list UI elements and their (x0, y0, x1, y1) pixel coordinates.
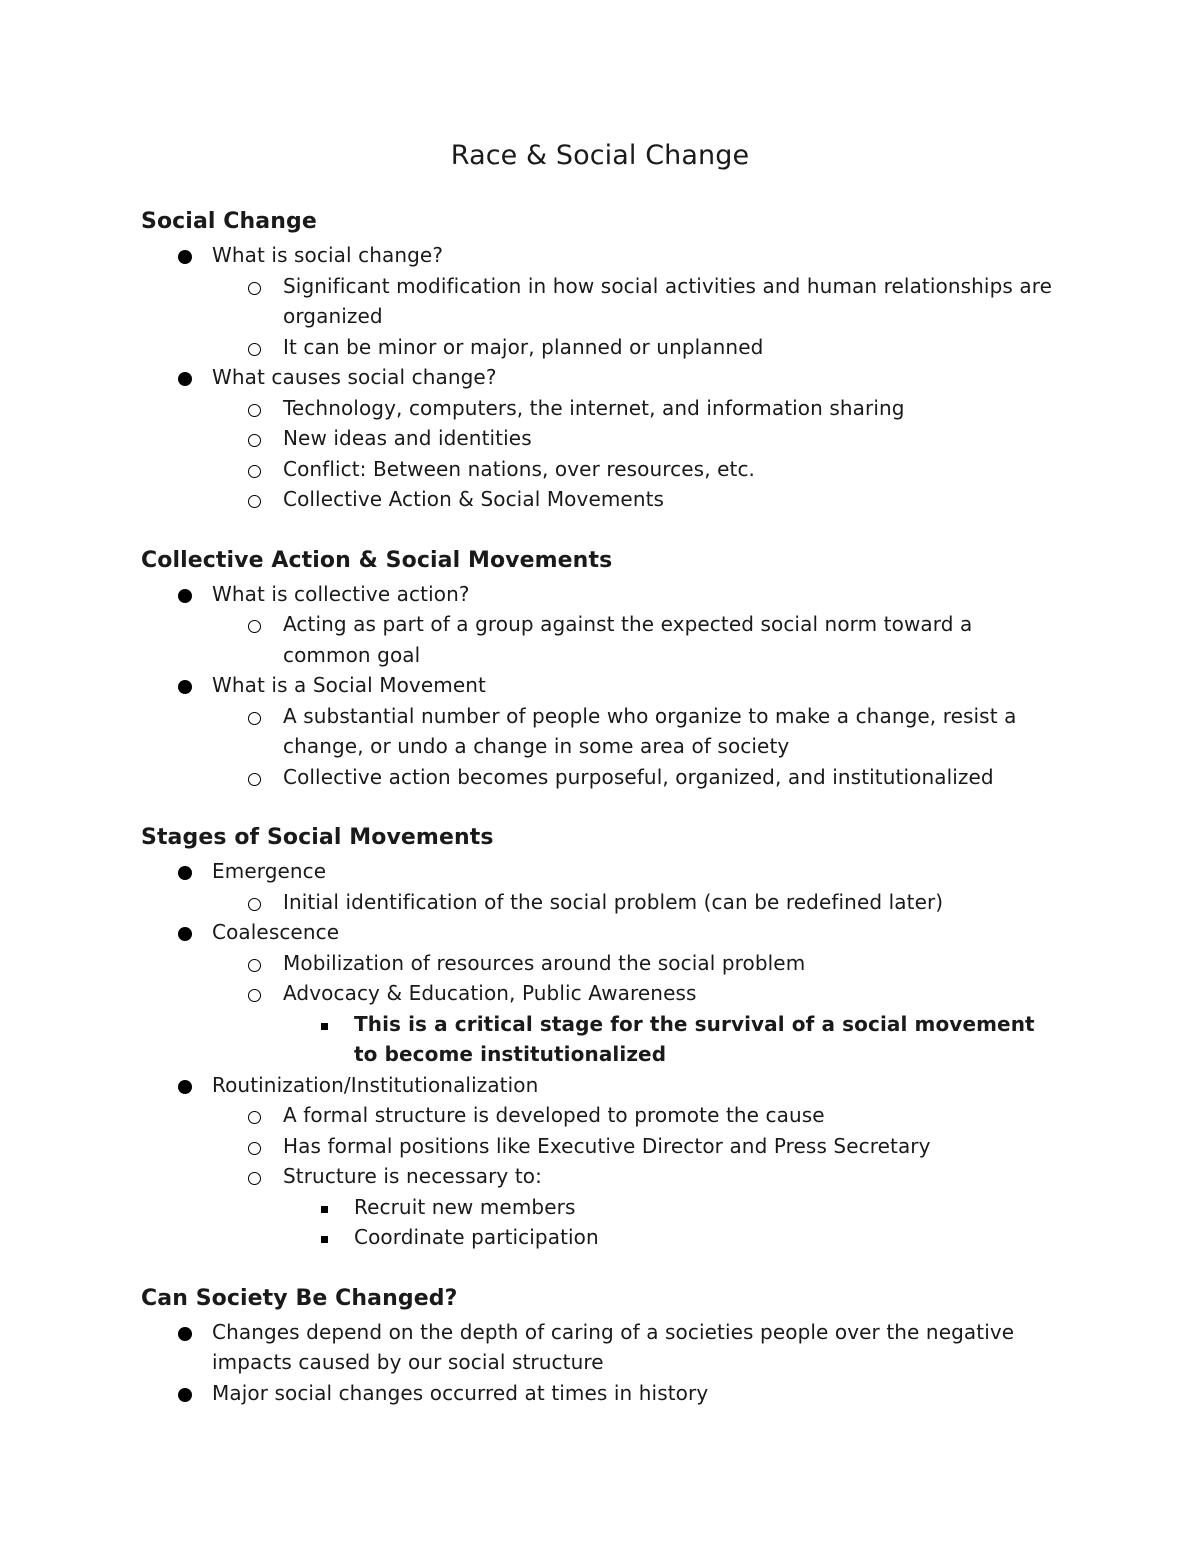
list-item-text: Initial identification of the social problem (can be redefined later) (283, 889, 944, 914)
list-item-text: What causes social change? (212, 365, 497, 389)
hollow-circle-bullet-icon (248, 712, 261, 725)
list-item (212, 948, 1061, 979)
bullet-list-level-3 (212, 1009, 1061, 1070)
list-item-text: It can be minor or major, planned or unplanned (283, 334, 764, 359)
list-item (212, 271, 1061, 332)
section (141, 546, 1061, 793)
list-item (212, 1131, 1061, 1162)
list-item-text: A substantial number of people who organize to make a change, resist a change, or undo a change in some area of society (283, 703, 1017, 758)
hollow-circle-bullet-icon (248, 1142, 261, 1155)
section (141, 823, 1061, 1253)
list-item-text: Coalescence (212, 920, 340, 944)
list-item (141, 856, 1061, 917)
hollow-circle-bullet-icon (248, 343, 261, 356)
list-item (212, 1100, 1061, 1131)
list-item-text: Collective Action & Social Movements (283, 487, 665, 511)
bullet-list-level-3 (212, 1192, 1061, 1253)
list-item (283, 1222, 1061, 1253)
list-item-text: Collective action becomes purposeful, organized, and institutionalized (283, 764, 994, 789)
list-item (212, 332, 1061, 363)
list-item-text: What is collective action? (212, 581, 470, 606)
bullet-list-level-2 (141, 271, 1061, 363)
bullet-list-level-2 (141, 948, 1061, 1070)
bullet-list-level-1 (141, 1317, 1061, 1409)
list-item-text: Mobilization of resources around the social problem (283, 950, 806, 975)
square-bullet-icon (321, 1206, 328, 1213)
list-item-text: Routinization/Institutionalization (212, 1072, 539, 1097)
hollow-circle-bullet-icon (248, 959, 261, 972)
hollow-circle-bullet-icon (248, 1111, 261, 1124)
hollow-circle-bullet-icon (248, 465, 261, 478)
filled-circle-bullet-icon (178, 680, 192, 694)
list-item-text: This is a critical stage for the survival of a social movement to become institutionalized (354, 1011, 1035, 1066)
list-item-text: What is social change? (212, 243, 444, 267)
list-item (141, 670, 1061, 792)
square-bullet-icon (321, 1236, 328, 1243)
list-item-text: Structure is necessary to: (283, 1164, 542, 1188)
list-item-text: Has formal positions like Executive Director and Press Secretary (283, 1133, 931, 1158)
list-item (212, 887, 1061, 918)
bullet-list-level-1 (141, 856, 1061, 1253)
list-item-text: Changes depend on the depth of caring of a societies people over the negative impacts caused by our social structure (212, 1319, 1015, 1374)
hollow-circle-bullet-icon (248, 495, 261, 508)
bullet-list-level-2 (141, 701, 1061, 793)
list-item (141, 1317, 1061, 1378)
bullet-list-level-2 (141, 393, 1061, 515)
filled-circle-bullet-icon (178, 589, 192, 603)
list-item-text: Emergence (212, 859, 327, 883)
list-item-text: Conflict: Between nations, over resources, etc. (283, 456, 756, 481)
list-item (283, 1009, 1061, 1070)
list-item (141, 240, 1061, 362)
section-heading: Stages of Social Movements (141, 825, 494, 850)
bullet-list-level-2 (141, 609, 1061, 670)
hollow-circle-bullet-icon (248, 404, 261, 417)
filled-circle-bullet-icon (178, 372, 192, 386)
section-heading: Social Change (141, 209, 317, 234)
list-item-text: Significant modification in how social activities and human relationships are organized (283, 273, 1052, 328)
section (141, 1284, 1061, 1409)
filled-circle-bullet-icon (178, 866, 192, 880)
bullet-list-level-1 (141, 240, 1061, 515)
list-item-text: What is a Social Movement (212, 673, 486, 697)
list-item (212, 1161, 1061, 1253)
list-item (212, 978, 1061, 1070)
filled-circle-bullet-icon (178, 1327, 192, 1341)
list-item (141, 1070, 1061, 1253)
list-item (141, 1378, 1061, 1409)
list-item-text: New ideas and identities (283, 426, 532, 450)
bullet-list-level-2 (141, 1100, 1061, 1253)
hollow-circle-bullet-icon (248, 434, 261, 447)
filled-circle-bullet-icon (178, 927, 192, 941)
filled-circle-bullet-icon (178, 1388, 192, 1402)
document-title: Race & Social Change (450, 140, 750, 171)
list-item (212, 484, 1061, 515)
filled-circle-bullet-icon (178, 250, 192, 264)
list-item (283, 1192, 1061, 1223)
list-item-text: Recruit new members (354, 1194, 576, 1219)
list-item (212, 423, 1061, 454)
hollow-circle-bullet-icon (248, 773, 261, 786)
bullet-list-level-2 (141, 887, 1061, 918)
section (141, 207, 1061, 515)
list-item-text: Technology, computers, the internet, and information sharing (283, 395, 905, 420)
hollow-circle-bullet-icon (248, 898, 261, 911)
hollow-circle-bullet-icon (248, 620, 261, 633)
list-item-text: Coordinate participation (354, 1225, 599, 1249)
list-item (141, 362, 1061, 515)
list-item-text: A formal structure is developed to promote the cause (283, 1103, 825, 1127)
hollow-circle-bullet-icon (248, 1172, 261, 1185)
hollow-circle-bullet-icon (248, 989, 261, 1002)
bullet-list-level-1 (141, 579, 1061, 793)
list-item-text: Advocacy & Education, Public Awareness (283, 981, 697, 1005)
section-heading: Collective Action & Social Movements (141, 547, 613, 573)
list-item (212, 701, 1061, 762)
square-bullet-icon (321, 1023, 328, 1030)
list-item (141, 917, 1061, 1070)
list-item-text: Acting as part of a group against the expected social norm toward a common goal (283, 612, 973, 667)
list-item (212, 454, 1061, 485)
list-item (141, 579, 1061, 671)
section-heading: Can Society Be Changed? (141, 1285, 458, 1311)
hollow-circle-bullet-icon (248, 282, 261, 295)
document-body (141, 207, 1061, 1408)
list-item (212, 393, 1061, 424)
filled-circle-bullet-icon (178, 1080, 192, 1094)
list-item-text: Major social changes occurred at times in history (212, 1380, 709, 1405)
list-item (212, 762, 1061, 793)
list-item (212, 609, 1061, 670)
